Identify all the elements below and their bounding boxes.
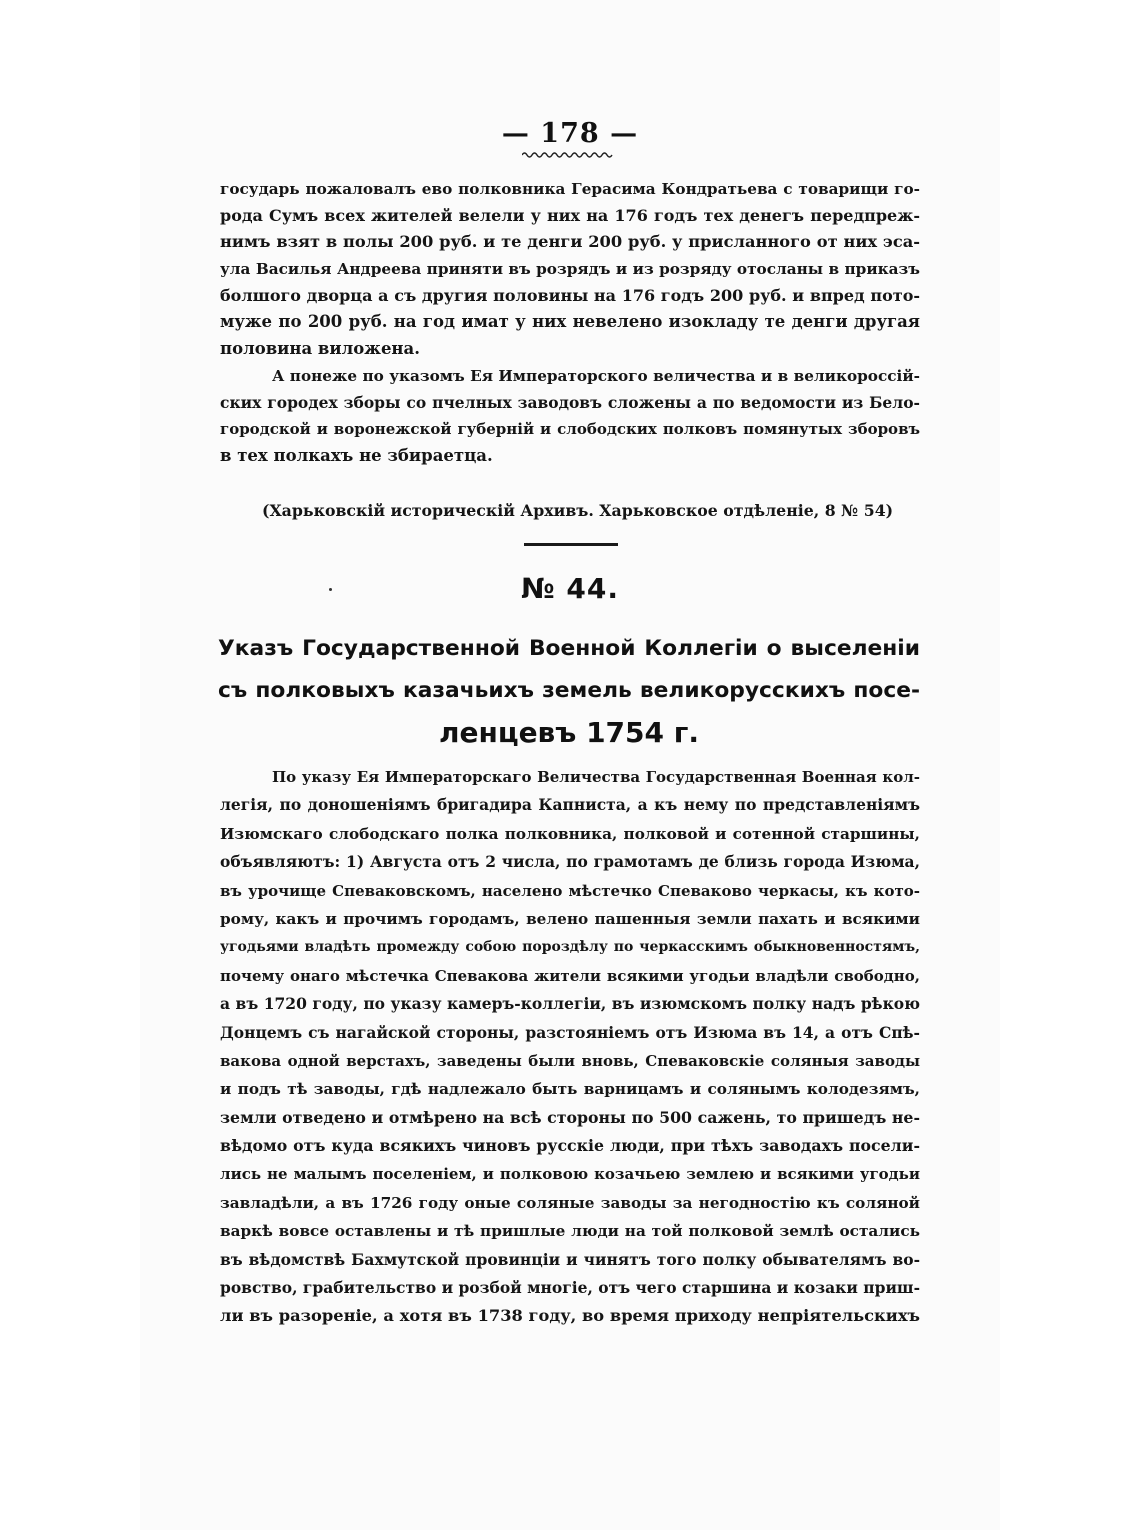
text-line: угодьями владѣть промежду собою пороздѣлу по черкасскимъ обыкновенностямъ, [220,939,920,956]
text-line: легія, по доношеніямъ бригадира Капниста, а къ нему по представленіямъ [220,795,920,815]
text-line: Изюмскаго слободскаго полка полковника, полковой и сотенной старшины, [220,824,920,843]
text-line: въ урочище Спеваковскомъ, населено мѣстечко Спеваково черкасы, къ кото- [220,881,920,900]
text-line: А понеже по указомъ Ея Императорского величества и в великороссій- [272,366,920,385]
text-line: болшого дворца а съ другия половины на 176 годъ 200 руб. и впред пото- [220,285,920,305]
text-line: почему онаго мѣстечка Спевакова жители всякими угодьи владѣли свободно, [220,966,920,985]
text-line: нимъ взят в полы 200 руб. и те денги 200 руб. у присланного от них эса- [220,232,920,252]
text-line: в тех полкахъ не збираетца. [220,445,493,465]
text-line: городской и воронежской губерній и слободских полковъ помянутых зборовъ [220,420,920,439]
text-line: половина виложена. [220,339,420,359]
text-line: варкѣ вовсе оставлены и тѣ пришлые люди на той полковой землѣ остались [220,1222,920,1241]
document-title [218,628,920,754]
text-line: рому, какъ и прочимъ городамъ, велено пашенныя земли пахать и всякими [220,909,920,928]
title-line: Указъ Государственной Военной Коллегіи о выселеніи [218,636,920,661]
continuation-text [220,176,920,470]
document-number: № 44. [520,572,620,605]
page-number: — 178 — [501,118,639,149]
text-line: вакова одной верстахъ, заведены были вновь, Спеваковскіе соляныя заводы [220,1051,920,1070]
text-line: муже по 200 руб. на год имат у них невелено изокладу те денги другая [220,312,920,332]
text-line: государь пожаловалъ ево полковника Герасима Кондратьева с товарищи го- [220,180,920,198]
text-line: а въ 1720 году, по указу камеръ-коллегіи, въ изюмскомъ полку надъ рѣкою [220,994,920,1014]
archive-source: (Харьковскій историческій Архивъ. Харьковское отдѣленіе, 8 № 54) [262,501,894,520]
text-line: завладѣли, а въ 1726 году оные соляные заводы за негодностію къ соляной [220,1193,920,1212]
document-body [220,763,920,1331]
text-line: ских городех зборы со пчелных заводовъ сложены а по ведомости из Бело- [220,392,920,412]
text-line: ли въ разореніе, а хотя въ 1738 году, во время приходу непріятельскихъ [220,1306,920,1326]
text-line: Донцемъ съ нагайской стороны, разстояніемъ отъ Изюма въ 14, а отъ Спѣ- [220,1022,920,1042]
text-line: вѣдомо отъ куда всякихъ чиновъ русскіе люди, при тѣхъ заводахъ посели- [220,1136,920,1156]
text-line: рода Сумъ всех жителей велели у них на 176 годъ тех денегъ передпреж- [220,205,920,225]
title-line: ленцевъ 1754 г. [438,716,700,749]
title-line: съ полковыхъ казачьихъ земель великорусскихъ посе- [218,678,920,703]
text-line: и подъ тѣ заводы, гдѣ надлежало быть варницамъ и солянымъ колодезямъ, [220,1080,920,1099]
page-number-underline [522,151,614,159]
text-line: ровство, грабительство и розбой многіе, отъ чего старшина и козаки приш- [220,1278,921,1298]
text-line: По указу Ея Императорскаго Величества Государственная Военная кол- [272,768,920,786]
text-line: въ вѣдомствѣ Бахмутской провинціи и чинятъ того полку обывателямъ во- [220,1249,920,1269]
text-line: лись не малымъ поселеніем, и полковою козачьею землею и всякими угодьи [220,1165,920,1184]
text-line: ула Василья Андреева приняти въ розрядъ и из розряду отосланы в приказъ [220,260,920,279]
text-line: объявляютъ: 1) Августа отъ 2 числа, по грамотамъ де близь города Изюма, [220,852,920,872]
text-line: земли отведено и отмѣрено на всѣ стороны по 500 сажень, то пришедъ не- [220,1107,920,1127]
section-divider [524,543,618,546]
